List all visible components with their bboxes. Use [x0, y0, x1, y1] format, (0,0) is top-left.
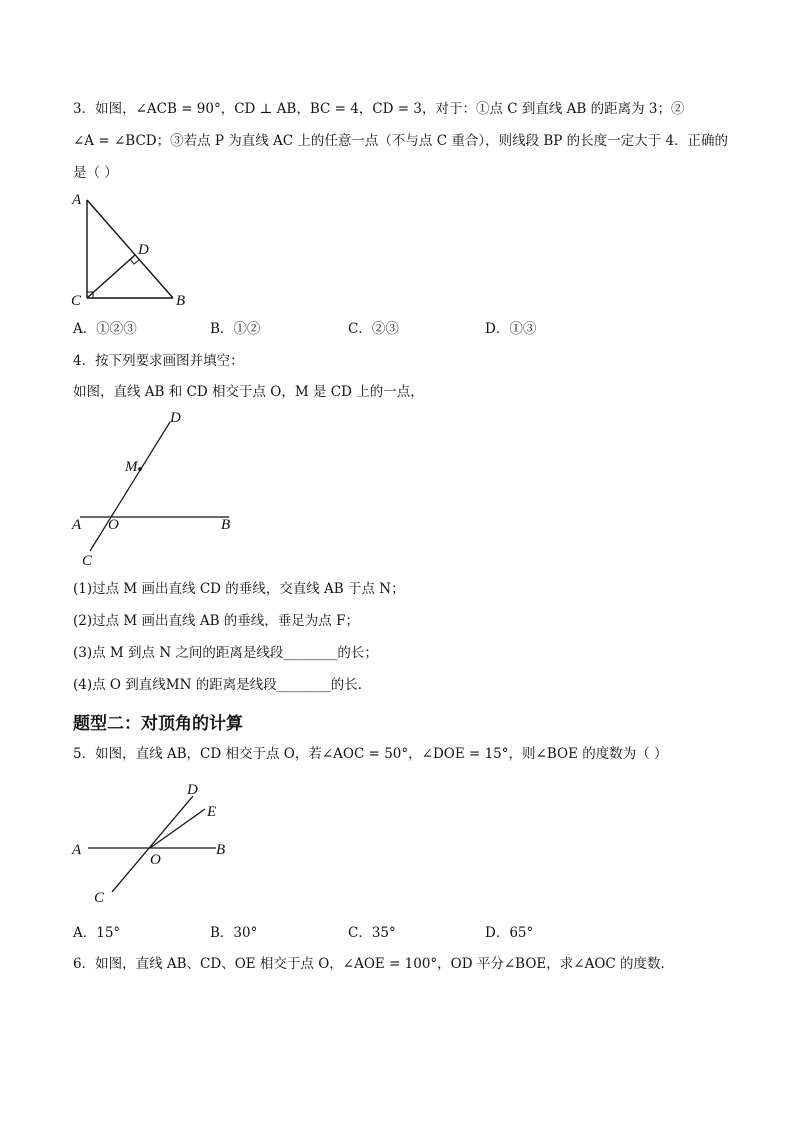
point-m: [138, 467, 142, 471]
q5-option-b: B．30°: [210, 925, 258, 941]
q5-option-a: A．15°: [73, 925, 121, 941]
label-d: D: [170, 410, 181, 426]
q3-option-d: D．①③: [485, 321, 537, 337]
label-b: B: [176, 293, 186, 309]
q3-option-b: B．①②: [210, 321, 261, 337]
q4-line-2: 如图，直线 AB 和 CD 相交于点 O，M 是 CD 上的一点，: [73, 384, 424, 400]
q5-figure: [66, 776, 246, 911]
q4-item-3: (3)点 M 到点 N 之间的距离是线段________的长；: [73, 645, 378, 661]
q5-line-1: 5．如图，直线 AB，CD 相交于点 O，若∠AOC = 50°，∠DOE = 15°，则∠BOE 的度数为（ ）: [73, 746, 668, 762]
q5-option-c: C．35°: [348, 925, 396, 941]
q4-line-1: 4．按下列要求画图并填空：: [73, 353, 244, 369]
label-a: A: [72, 517, 82, 533]
label-d: D: [138, 242, 149, 258]
label-c: C: [94, 890, 105, 906]
q3-line-2: ∠A = ∠BCD；③若点 P 为直线 AC 上的任意一点（不与点 C 重合），则线段 BP 的长度一定大于 4．正确的: [73, 133, 729, 149]
q4-item-2: (2)过点 M 画出直线 AB 的垂线，垂足为点 F；: [73, 613, 359, 629]
label-a: A: [72, 842, 82, 858]
q3-option-a: A．①②③: [73, 321, 137, 337]
q4-item-1: (1)过点 M 画出直线 CD 的垂线，交直线 AB 于点 N；: [73, 581, 405, 597]
q4-figure: [66, 408, 246, 573]
label-e: E: [207, 804, 217, 820]
segment-ab: [87, 200, 173, 298]
section-title: 题型二：对顶角的计算: [73, 714, 243, 734]
q3-option-c: C．②③: [348, 321, 399, 337]
segment-cd: [87, 255, 135, 298]
q5-option-d: D．65°: [485, 925, 534, 941]
label-m: M: [125, 459, 138, 475]
label-c: C: [71, 293, 82, 309]
line-cd: [112, 796, 193, 892]
line-cd: [90, 422, 170, 551]
right-angle-mark-d: [130, 259, 139, 264]
label-d: D: [187, 782, 198, 798]
label-c: C: [82, 553, 93, 569]
q3-line-1: 3．如图，∠ACB = 90°，CD ⊥ AB，BC = 4，CD = 3，对于：①点 C 到直线 AB 的距离为 3；②: [73, 101, 685, 117]
q4-item-4: (4)点 O 到直线MN 的距离是线段________的长．: [73, 677, 372, 693]
label-b: B: [221, 517, 231, 533]
label-o: O: [150, 852, 161, 868]
label-o: O: [108, 517, 119, 533]
label-a: A: [72, 192, 82, 208]
q6-line-1: 6．如图，直线 AB、CD、OE 相交于点 O，∠AOE = 100°，OD 平分∠BOE，求∠AOC 的度数．: [73, 956, 675, 972]
label-b: B: [216, 842, 226, 858]
q3-line-3: 是（ ）: [73, 165, 118, 181]
q3-figure: [66, 190, 206, 310]
